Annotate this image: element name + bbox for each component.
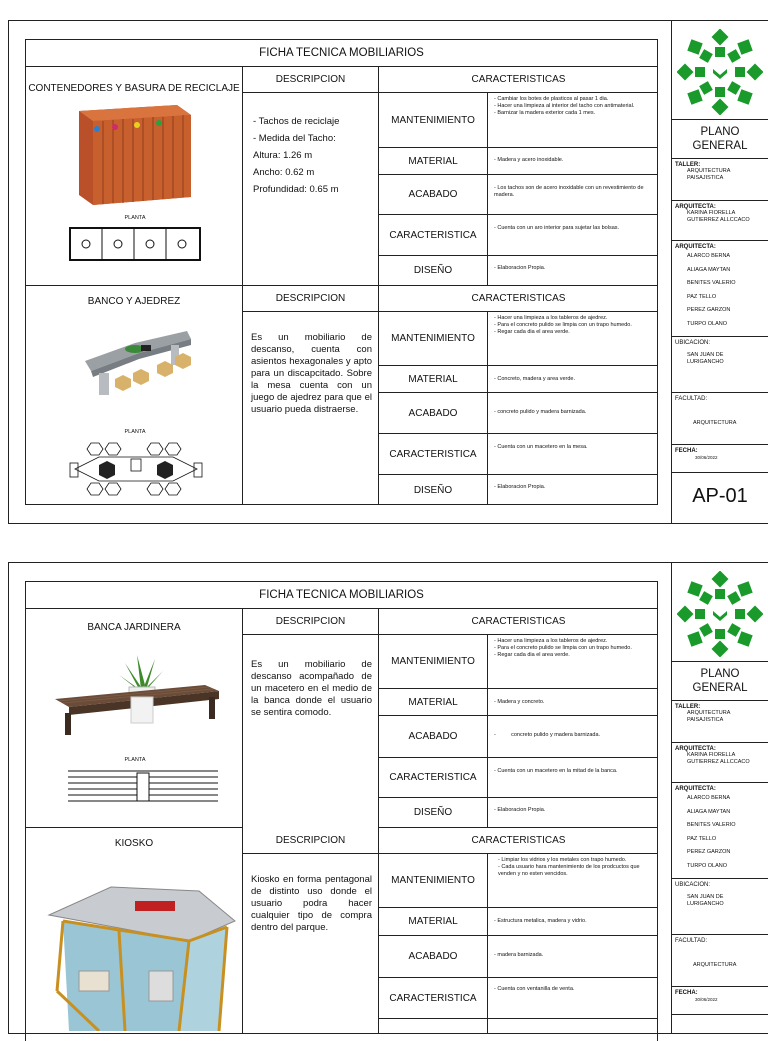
row-value: - madera barnizada. [488,936,658,978]
row-value: - Cuenta con ventanilla de venta. [488,978,658,1019]
plan-title: PLANO GENERAL [671,119,768,159]
row-label: CARACTERISTICA [379,978,488,1019]
row-label: ACABADO [379,936,488,978]
plan-title: PLANO GENERAL [671,661,768,701]
student-name: BENITES VALERIO [687,822,736,829]
arquitecta-value: KARINA FIORELLA GUTIERREZ ALLCCACO [687,752,750,765]
item-name: BANCA JARDINERA [87,621,181,633]
taller-value: ARQUITECTURA PAISAJISTICA [687,710,731,723]
facultad-heading: FACULTAD: [675,396,708,402]
ubicacion-cell [671,879,768,935]
recycling-container-render [67,101,197,211]
row-label: MATERIAL [379,689,488,716]
students-heading: ARQUITECTA: [675,244,716,250]
row-label: ACABADO [379,393,488,434]
description-text: Es un mobiliario de descanso, cuenta con asientos hexagonales y apto para un discapcitado. Sobre la mesa cuenta con un juego de ajedrez para que el usuario pueda distraerse. [243,312,379,505]
logo-icon [677,29,763,115]
desc-line: Ancho: 0.62 m [253,167,315,178]
row-value: - concreto pulido y madera barnizada. [488,393,658,434]
facultad-cell [671,935,768,987]
desc-line: Profundidad: 0.65 m [253,184,339,195]
garden-bench-plan-drawing [67,769,219,805]
row-label: ACABADO [379,716,488,758]
garden-bench-render [45,649,225,745]
row-value: - Estructura metalica, madera y vidrio. [488,908,658,936]
row-value: - Madera y acero inoxidable. [488,148,658,175]
arquitecta-value: KARINA FIORELLA GUTIERREZ ALLCCACO [687,210,750,223]
students-heading: ARQUITECTA: [675,786,716,792]
plan-label: PLANTA [124,428,146,435]
char-header: CARACTERISTICAS [379,609,658,635]
plan-label: PLANTA [124,214,146,221]
row-value: - Hacer una limpieza a los tableros de ajedrez. - Para el concreto pulido se limpia con un trapo humedo. - Regar cada dia el area verde. [488,635,658,689]
char-header: CARACTERISTICAS [379,828,658,854]
desc-line: - Tachos de reciclaje [253,116,340,127]
row-value: - Cuenta con un macetero en la mesa. [488,434,658,475]
plan-label: PLANTA [124,756,146,763]
taller-cell [671,159,768,201]
row-label: MATERIAL [379,908,488,936]
student-name: ALARCO BERNA [687,253,731,259]
row-value: - Elaboracion Propia. [494,484,546,490]
description-text: Kiosko en forma pentagonal de distinto uso donde el usuario podra hacer cualquier tipo de compra dentro del parque. [243,854,379,1033]
student-name: PAZ TELLO [687,293,717,300]
fecha-value: 30/06/2022 [695,455,718,460]
item-name: KIOSKO [114,837,154,849]
item-name: BANCO Y AJEDREZ [87,295,181,307]
sheet-1 [8,20,768,524]
description-text: Es un mobiliario de descanso acompañado de un macetero en el medio de la banca donde el usuario se sentira comodo. [243,635,379,828]
taller-heading: TALLER: [675,162,701,168]
row-label: MANTENIMIENTO [379,312,488,366]
sheet-2 [8,562,768,1034]
row-value: - Cuenta con un aro interior para sujetar las bolsas. [488,215,658,256]
row-label-cut [379,1019,488,1033]
facultad-value: ARQUITECTURA [693,962,737,968]
row-label: DISEÑO [379,256,488,286]
row-value: - concreto pulido y madera barnizada. [488,716,658,758]
taller-heading: TALLER: [675,704,701,710]
arquitecta-cell [671,743,768,783]
students-cell [671,783,768,879]
row-label: CARACTERISTICA [379,434,488,475]
char-header: CARACTERISTICAS [379,67,658,93]
fecha-heading: FECHA: [675,448,698,454]
row-value: - Madera y concreto. [488,689,658,716]
row-label: CARACTERISTICA [379,215,488,256]
row-value: - Elaboracion Propia. [488,798,658,828]
char-header: CARACTERISTICAS [379,286,658,312]
row-value: - Concreto, madera y area verde. [488,366,658,393]
row-value: - Los tachos son de acero inoxidable con un revestimiento de madera. [488,175,658,215]
ubicacion-value: SAN JUAN DE LURIGANCHO [687,894,724,907]
description-list [243,93,379,286]
facultad-cell [671,393,768,445]
student-name: ALARCO BERNA [687,795,731,801]
students-cell [671,241,768,337]
desc-header: DESCRIPCION [243,286,379,312]
student-name: TURPO OLANO [687,320,728,327]
row-label: MATERIAL [379,148,488,175]
row-value: - Limpiar los vidrios y los metales con trapo humedo. - Cada usuario hara mantenimiento de los prodcuctos que venden y no esten vencidos. [488,854,658,908]
bench-chess-render [75,321,199,401]
row-label: DISEÑO [379,475,488,505]
row-label: MANTENIMIENTO [379,93,488,148]
row-label: MANTENIMIENTO [379,854,488,908]
student-name: PEREZ GARZON [687,849,731,856]
fecha-heading: FECHA: [675,990,698,996]
taller-cell [671,701,768,743]
students-list [675,792,765,874]
desc-header: DESCRIPCION [243,609,379,635]
ubicacion-cell [671,337,768,393]
item-name: CONTENEDORES Y BASURA DE RECICLAJE [28,82,240,94]
sheet-title: FICHA TECNICA MOBILIARIOS [25,39,658,67]
row-value: - Elaboracion Propia. [488,256,658,286]
fecha-cell [671,987,768,1015]
desc-line: - Medida del Tacho: [253,133,336,144]
student-name: ALIAGA MAYTAN [687,266,731,273]
arquitecta-heading: ARQUITECTA: [675,746,716,752]
desc-header: DESCRIPCION [243,828,379,854]
fecha-cell [671,445,768,473]
ubicacion-heading: UBICACION: [675,340,711,346]
logo-icon [677,571,763,657]
sheet-code: AP-01 [692,484,748,507]
row-label: ACABADO [379,175,488,215]
facultad-value: ARQUITECTURA [693,420,737,426]
student-name: PAZ TELLO [687,835,717,842]
student-name: BENITES VALERIO [687,280,736,287]
ubicacion-heading: UBICACION: [675,882,711,888]
facultad-heading: FACULTAD: [675,938,708,944]
students-list [675,250,765,332]
row-value: - Cuenta con un macetero en la mitad de la banca. [488,758,658,798]
student-name: TURPO OLANO [687,862,728,869]
row-label: MATERIAL [379,366,488,393]
row-value: - Hacer una limpieza a los tableros de ajedrez. - Para el concreto pulido se limpia con un trapo humedo. - Regar cada dia el area verde. [488,312,658,366]
sheet-title: FICHA TECNICA MOBILIARIOS [25,581,658,609]
arquitecta-cell [671,201,768,241]
container-plan-drawing [69,227,201,261]
arquitecta-heading: ARQUITECTA: [675,204,716,210]
ubicacion-value: SAN JUAN DE LURIGANCHO [687,352,724,365]
desc-line: Altura: 1.26 m [253,150,313,161]
student-name: ALIAGA MAYTAN [687,808,731,815]
fecha-value: 30/06/2022 [695,997,718,1002]
taller-value: ARQUITECTURA PAISAJISTICA [687,168,731,181]
row-label: CARACTERISTICA [379,758,488,798]
student-name: PEREZ GARZON [687,307,731,314]
row-label: MANTENIMIENTO [379,635,488,689]
row-label: DISEÑO [379,798,488,828]
kiosko-render [39,881,239,1031]
bench-chess-plan-drawing [69,439,203,499]
desc-header: DESCRIPCION [243,67,379,93]
row-value: - Cambiar los botes de plasticos al pasar 1 dia. - Hacer una limpieza al interior del tacho con antimaterial. - Barnizar la madera exterior cada 1 mes. [488,93,658,148]
